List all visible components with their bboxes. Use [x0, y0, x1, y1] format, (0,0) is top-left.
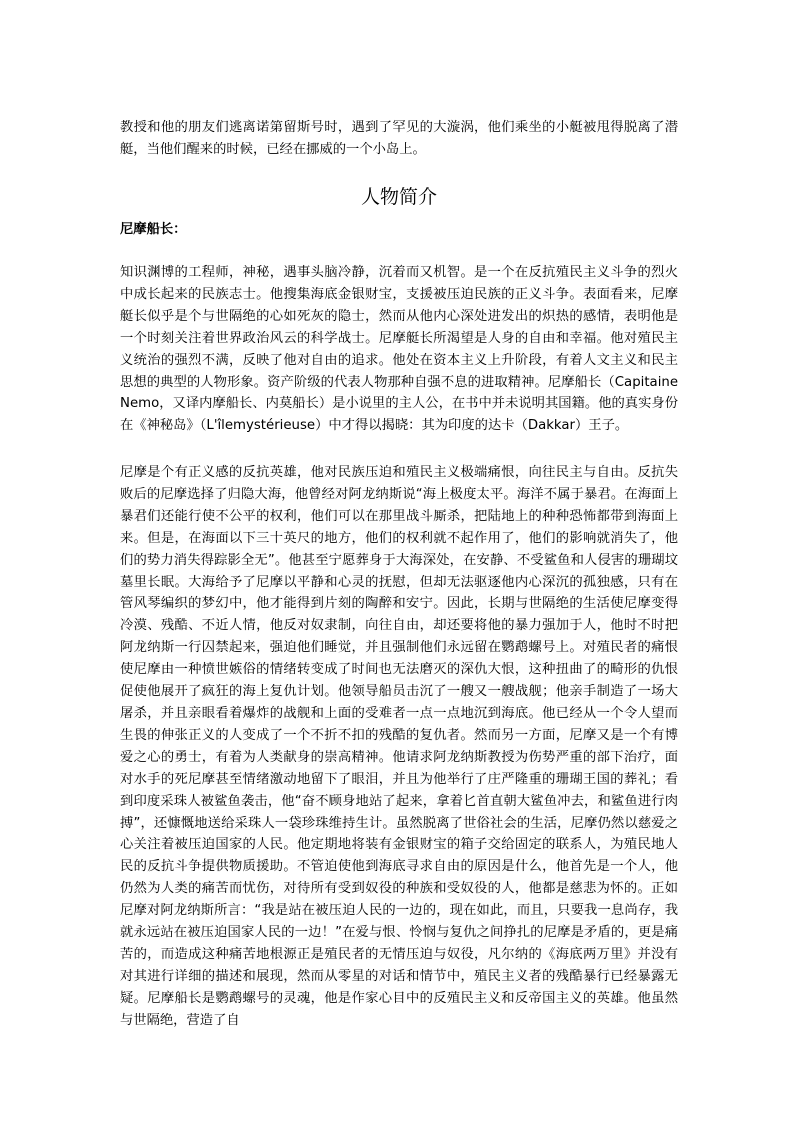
character-paragraph-1: 知识渊博的工程师，神秘，遇事头脑冷静，沉着而又机智。是一个在反抗殖民主义斗争的烈火中成长起来的民族志士。他搜集海底金银财宝，支援被压迫民族的正义斗争。表面看来，尼摩艇长似乎是个与世隔绝的心如死灰的隐士，然而从他内心深处进发出的炽热的感情，表明他是一个时刻关注着世界政治风云的科学战士。尼摩艇长所渴望是人身的自由和幸福。他对殖民主义统治的强烈不满，反映了他对自由的追求。他处在资本主义上升阶段，有着人文主义和民主思想的典型的人物形象。资产阶级的代表人物那种自强不息的进取精神。尼摩船长（CapitaineNemo，又译内摩船长、内莫船长）是小说里的主人公，在书中并未说明其国籍。他的真实身份在《神秘岛》（L'îlemystérieuse）中才得以揭晓：其为印度的达卡（Dakkar）王子。 [120, 265, 678, 434]
character-paragraph-2: 尼摩是个有正义感的反抗英雄，他对民族压迫和殖民主义极端痛恨，向往民主与自由。反抗失败后的尼摩选择了归隐大海，他曾经对阿龙纳斯说“海上极度太平。海洋不属于暴君。在海面上暴君们还能行使不公平的权利，他们可以在那里战斗厮杀，把陆地上的种种恐怖都带到海面上来。但是，在海面以下三十英尺的地方，他们的权利就不起作用了，他们的影响就消失了，他们的势力消失得踪影全无”。他甚至宁愿葬身于大海深处，在安静、不受鲨鱼和人侵害的珊瑚坟墓里长眠。大海给予了尼摩以平静和心灵的抚慰，但却无法驱逐他内心深沉的孤独感，只有在管风琴编织的梦幻中，他才能得到片刻的陶醉和安宁。因此，长期与世隔绝的生活使尼摩变得冷漠、残酷、不近人情，他反对奴隶制，向往自由，却还要将他的暴力强加于人，他时不时把阿龙纳斯一行囚禁起来，强迫他们睡觉，并且强制他们永远留在鹦鹉螺号上。对殖民者的痛恨使尼摩由一种愤世嫉俗的情绪转变成了时间也无法磨灭的深仇大恨，这种扭曲了的畸形的仇恨促使他展开了疯狂的海上复仇计划。他领导船员击沉了一艘又一艘战舰；他亲手制造了一场大屠杀，并且亲眼看着爆炸的战舰和上面的受难者一点一点地沉到海底。他已经从一个令人望而生畏的伸张正义的人变成了一个不折不扣的残酷的复仇者。然而另一方面，尼摩又是一个有博爱之心的勇士，有着为人类献身的崇高精神。他请求阿龙纳斯教授为伤势严重的部下治疗，面对水手的死尼摩甚至情绪激动地留下了眼泪，并且为他举行了庄严隆重的珊瑚王国的葬礼；看到印度采珠人被鲨鱼袭击，他“奋不顾身地站了起来，拿着匕首直朝大鲨鱼冲去，和鲨鱼进行肉搏”，还慷慨地送给采珠人一袋珍珠维持生计。虽然脱离了世俗社会的生活，尼摩仍然以慈爱之心关注着被压迫国家的人民。他定期地将装有金银财宝的箱子交给固定的联系人，为殖民地人民的反抗斗争提供物质援助。不管迫使他到海底寻求自由的原因是什么，他首先是一个人，他仍然为人类的痛苦而忧伤，对待所有受到奴役的种族和受奴役的人，他都是慈悲为怀的。正如尼摩对阿龙纳斯所言：“我是站在被压迫人民的一边的，现在如此，而且，只要我一息尚存，我就永远站在被压迫国家人民的一边！”在爱与恨、怜悯与复仇之间挣扎的尼摩是矛盾的，更是痛苦的，而造成这种痛苦地根源正是殖民者的无情压迫与奴役，凡尔纳的《海底两万里》并没有对其进行详细的描述和展现，然而从零星的对话和情节中，殖民主义者的残酷暴行已经暴露无疑。尼摩船长是鹦鹉螺号的灵魂，他是作家心目中的反殖民主义和反帝国主义的英雄。他虽然与世隔绝，营造了自 [120, 465, 678, 1028]
section-title: 人物简介 [360, 186, 437, 208]
character-heading: 尼摩船长： [120, 222, 187, 237]
intro-paragraph: 教授和他的朋友们逃离诺第留斯号时，遇到了罕见的大漩涡，他们乘坐的小艇被甩得脱离了潜艇，当他们醒来的时候，已经在挪威的一个小岛上。 [120, 120, 678, 157]
